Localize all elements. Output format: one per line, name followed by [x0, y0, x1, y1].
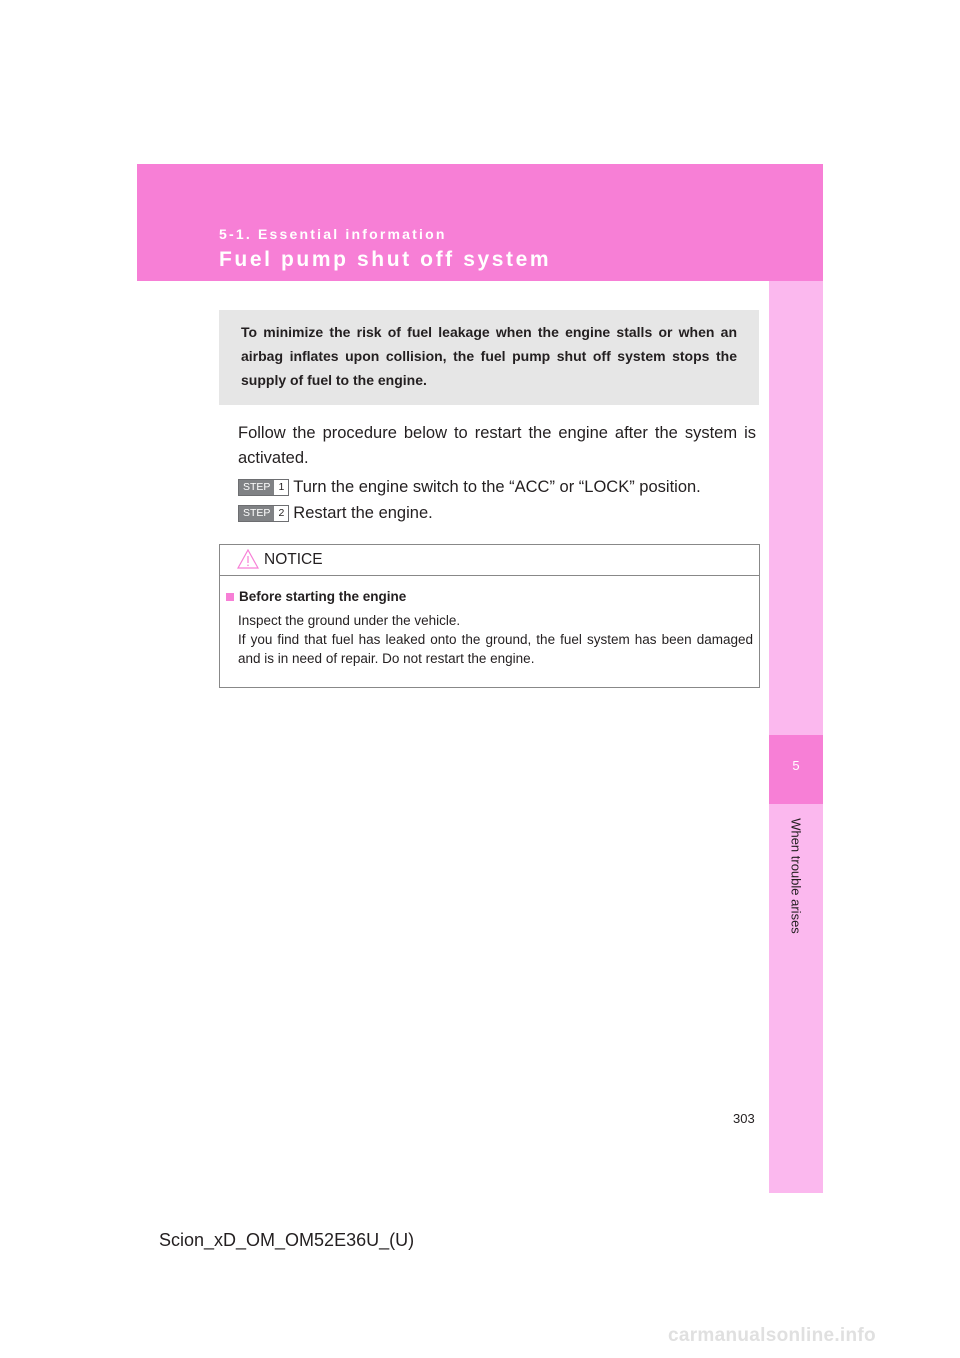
notice-heading: NOTICE — [264, 551, 323, 568]
step-2 — [238, 503, 433, 523]
step-1 — [238, 477, 701, 497]
section-label: 5-1. Essential information — [219, 226, 447, 242]
step-text: Turn the engine switch to the “ACC” or “LOCK” position. — [293, 478, 701, 496]
intro-text: To minimize the risk of fuel leakage when the engine stalls or when an airbag inflates upon collision, the fuel pump shut off system stops the supply of fuel to the engine. — [241, 324, 737, 388]
document-id: Scion_xD_OM_OM52E36U_(U) — [159, 1230, 415, 1250]
notice-text — [238, 611, 753, 668]
warning-triangle-icon — [237, 549, 259, 569]
notice-subheading — [226, 589, 753, 604]
step-badge-number: 2 — [274, 506, 288, 521]
notice-body — [226, 589, 753, 668]
notice-subheading-text: Before starting the engine — [239, 589, 407, 604]
page-number: 303 — [733, 1111, 755, 1126]
notice-line: Inspect the ground under the vehicle. — [238, 613, 461, 628]
page-title: Fuel pump shut off system — [219, 248, 552, 271]
chapter-title: When trouble arises — [788, 818, 804, 934]
chapter-tab[interactable] — [769, 735, 823, 804]
step-badge — [238, 479, 289, 496]
step-badge-number: 1 — [274, 480, 288, 495]
notice-box — [219, 544, 760, 688]
body-paragraph: Follow the procedure below to restart the engine after the system is activated. — [238, 424, 756, 467]
chapter-number: 5 — [792, 758, 800, 773]
notice-line: If you find that fuel has leaked onto the ground, the fuel system has been damaged and is in need of repair. Do not restart the engine. — [238, 632, 753, 666]
square-bullet-icon — [226, 593, 234, 601]
notice-header — [220, 545, 759, 576]
step-badge — [238, 505, 289, 522]
step-badge-word: STEP — [239, 506, 274, 521]
step-badge-word: STEP — [239, 480, 274, 495]
step-text: Restart the engine. — [293, 504, 433, 522]
intro-box — [219, 310, 759, 405]
watermark: carmanualsonline.info — [668, 1325, 876, 1346]
